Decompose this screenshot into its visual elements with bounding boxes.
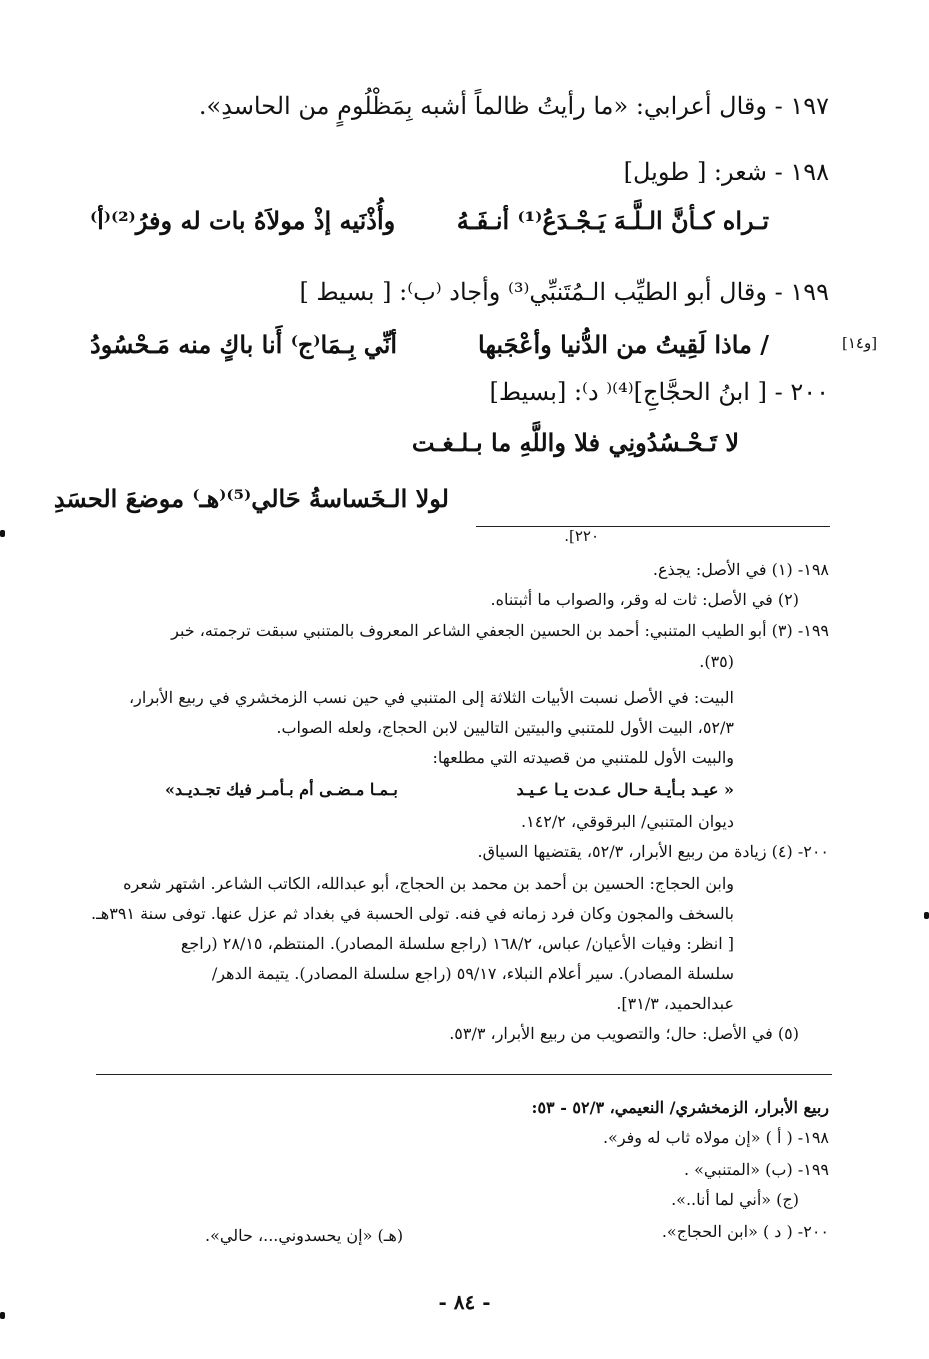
footnote-continuation: ٢٢٠]. bbox=[564, 527, 599, 545]
footnote-3-line-1: ١٩٩- (٣) أبو الطيب المتنبي: أحمد بن الحسين الجعفي الشاعر المعروف بالمتنبي سبقت ترجمته، خبر bbox=[171, 621, 829, 640]
variant-a: ١٩٨- ( أ ) «إن مولاه ثاب له وفر». bbox=[602, 1128, 829, 1147]
margin-folio-mark: [و١٤] bbox=[842, 334, 878, 352]
footnote-3-line-2: (٣٥). bbox=[699, 652, 734, 671]
entry-197: ١٩٧ - وقال أعرابي: «ما رأيتُ ظالماً أشبه بِمَظْلُومٍ من الحاسدِ». bbox=[198, 92, 829, 120]
footnote-4-line-6: عبدالحميد، ٣١/٣]. bbox=[616, 994, 734, 1013]
footnote-4-line-3: بالسخف والمجون وكان فرد زمانه في فنه. تولى الحسبة في بغداد ثم عزل عنها. توفى سنة ٣٩١هـ. bbox=[91, 904, 734, 923]
page-number: - ٨٤ - bbox=[438, 1290, 491, 1314]
entry-198-verse-left: وأُذْنَيه إذْ مولاَهُ بات له وفرُ⁽²⁾⁽أ⁾ bbox=[90, 206, 396, 235]
variant-e: (هـ) «إن يحسدوني...، حالي». bbox=[205, 1226, 404, 1245]
footnote-4-line-2: وابن الحجاج: الحسين بن أحمد بن محمد بن الحجاج، أبو عبدالله، الكاتب الشاعر. اشتهر شعره bbox=[123, 874, 734, 893]
footnote-3-line-3: البيت: في الأصل نسبت الأبيات الثلاثة إلى المتنبي في حين نسب الزمخشري في ربيع الأبرار، bbox=[128, 688, 734, 707]
footnote-4-line-5: سلسلة المصادر). سير أعلام النبلاء، ٥٩/١٧ (راجع سلسلة المصادر). يتيمة الدهر/ bbox=[211, 964, 734, 983]
footnote-3-line-4: ٥٢/٣، البيت الأول للمتنبي والبيتين التاليين لابن الحجاج، ولعله الصواب. bbox=[276, 718, 734, 737]
footnote-separator bbox=[476, 526, 830, 527]
scan-mark bbox=[924, 912, 929, 919]
variants-heading: ربيع الأبرار، الزمخشري/ النعيمي، ٥٢/٣ - ٥٣: bbox=[531, 1098, 829, 1117]
variant-d: ٢٠٠- ( د ) «ابن الحجاج». bbox=[661, 1222, 829, 1241]
footnote-3-line-6: ديوان المتنبي/ البرقوقي، ١٤٢/٢. bbox=[521, 812, 734, 831]
footnote-4-line-4: [ انظر: وفيات الأعيان/ عباس، ١٦٨/٢ (راجع سلسلة المصادر). المنتظم، ٢٨/١٥ (راجع bbox=[180, 934, 734, 953]
entry-198-heading: ١٩٨ - شعر: [ طويل] bbox=[623, 158, 829, 186]
footnote-1: ١٩٨- (١) في الأصل: يجذع. bbox=[652, 560, 829, 579]
entry-199-verse-right: / ماذا لَقِيتُ من الدُّنيا وأعْجَبها bbox=[478, 330, 769, 359]
footnote-3-verse-right: « عيـد بـأيـة حـال عـدت يـا عـيـد bbox=[516, 780, 734, 799]
footnote-2: (٢) في الأصل: ثات له وقر، والصواب ما أثبتناه. bbox=[490, 590, 799, 609]
footnote-4-line-1: ٢٠٠- (٤) زيادة من ربيع الأبرار، ٥٢/٣، يقتضيها السياق. bbox=[477, 842, 829, 861]
footnote-5: (٥) في الأصل: حال؛ والتصويب من ربيع الأبرار، ٥٣/٣. bbox=[449, 1024, 799, 1043]
footnote-3-line-5: والبيت الأول للمتنبي من قصيدته التي مطلعها: bbox=[432, 748, 734, 767]
entry-200-verse-1: لا تَـحْـسُدُونِي فلا واللَّهِ ما بـلـغـت bbox=[411, 428, 739, 457]
variant-b: ١٩٩- (ب) «المتنبي» . bbox=[683, 1160, 829, 1179]
scan-mark bbox=[0, 1312, 5, 1319]
footnote-3-verse-left: بـمـا مـضـى أم بـأمـر فيك تجـديـد» bbox=[165, 780, 398, 799]
entry-200-verse-2: لولا الـخَساسةُ حَالي⁽⁵⁾⁽هـ⁾ موضعَ الحسَدِ bbox=[53, 484, 449, 513]
variants-separator bbox=[96, 1074, 832, 1075]
entry-199-heading: ١٩٩ - وقال أبو الطيِّب الـمُتَنبِّي⁽³⁾ وأجاد ⁽ب⁾: [ بسيط ] bbox=[299, 278, 829, 306]
scan-mark bbox=[0, 530, 5, 537]
entry-198-verse-right: تـراه كـأنَّ الـلَّـهَ يَـجْـدَعُ⁽¹⁾ أنـفَـهُ bbox=[456, 206, 769, 235]
variant-c: (ج) «أني لما أنا..». bbox=[671, 1190, 799, 1209]
entry-200-heading: ٢٠٠ - [ ابنُ الحجَّاجِ]⁽⁴⁾⁽ د⁾: [بسيط] bbox=[489, 378, 829, 406]
entry-199-verse-left: أنِّي بِـمَا⁽ج⁾ أَنا باكٍ منه مَـحْسُودُ bbox=[90, 330, 398, 359]
